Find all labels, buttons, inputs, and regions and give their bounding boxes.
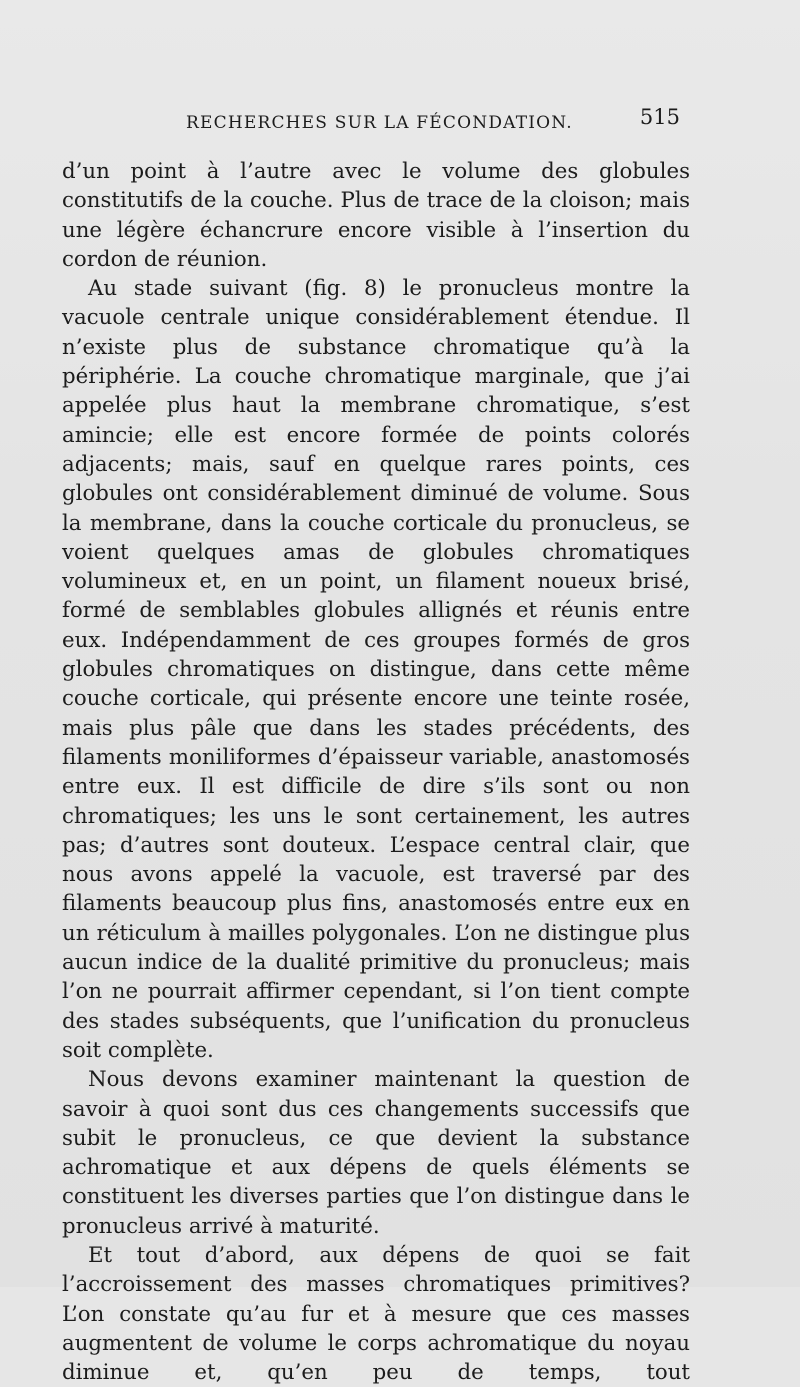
paragraph-stade-suivant: Au stade suivant (fig. 8) le pronucleus montre la vacuole centrale unique considérablement étendue. Il n’existe plus de substance chromatique qu’à la périphérie. La couche chromatique marginale, que j’ai appelée plus haut la membrane chromatique, s’est amincie; elle est encore formée de points colorés adjacents; mais, sauf en quelque rares points, ces globules ont considérablement diminué de volume. Sous la membrane, dans la couche corticale du pronucleus, se voient quelques amas de globules chromatiques volumineux et, en un point, un filament noueux brisé, formé de semblables globules allignés et réunis entre eux. Indépendamment de ces groupes formés de gros globules chromatiques on distingue, dans cette même couche corticale, qui présente encore une teinte rosée, mais plus pâle que dans les stades précédents, des filaments moniliformes d’épaisseur variable, anastomosés entre eux. Il est difficile de dire s’ils sont ou non chromatiques; les uns le sont certainement, les autres pas; d’autres sont douteux. L’espace central clair, que nous avons appelé la vacuole, est traversé par des filaments beaucoup plus fins, anastomosés entre eux en un réticulum à mailles polygonales. L’on ne distingue plus aucun indice de la dualité primitive du pronucleus; mais l’on ne pourrait affirmer cependant, si l’on tient compte des stades subséquents, que l’unification du pronucleus soit complète. <box>62 276 690 1063</box>
paragraph-question: Nous devons examiner maintenant la question de savoir à quoi sont dus ces changements successifs que subit le pronucleus, ce que devient la substance achromatique et aux dépens de quels éléments se constituent les diverses parties que l’on distingue dans le pronucleus arrivé à maturité. <box>62 1067 690 1239</box>
running-title: RECHERCHES SUR LA FÉCONDATION. <box>186 113 573 133</box>
paragraph-continuation: d’un point à l’autre avec le volume des globules constitutifs de la couche. Plus de trace de la cloison; mais une légère échancrure encore visible à l’insertion du cordon de réunion. <box>62 159 690 272</box>
running-head <box>60 105 680 135</box>
page-number: 515 <box>639 105 680 129</box>
body-text <box>62 157 690 1387</box>
paragraph-accroissement: Et tout d’abord, aux dépens de quoi se fait l’accroissement des masses chromatiques primitives? L’on constate qu’au fur et à mesure que ces masses augmentent de volume le corps achromatique du noyau diminue et, qu’en peu de temps, tout <box>62 1242 690 1386</box>
